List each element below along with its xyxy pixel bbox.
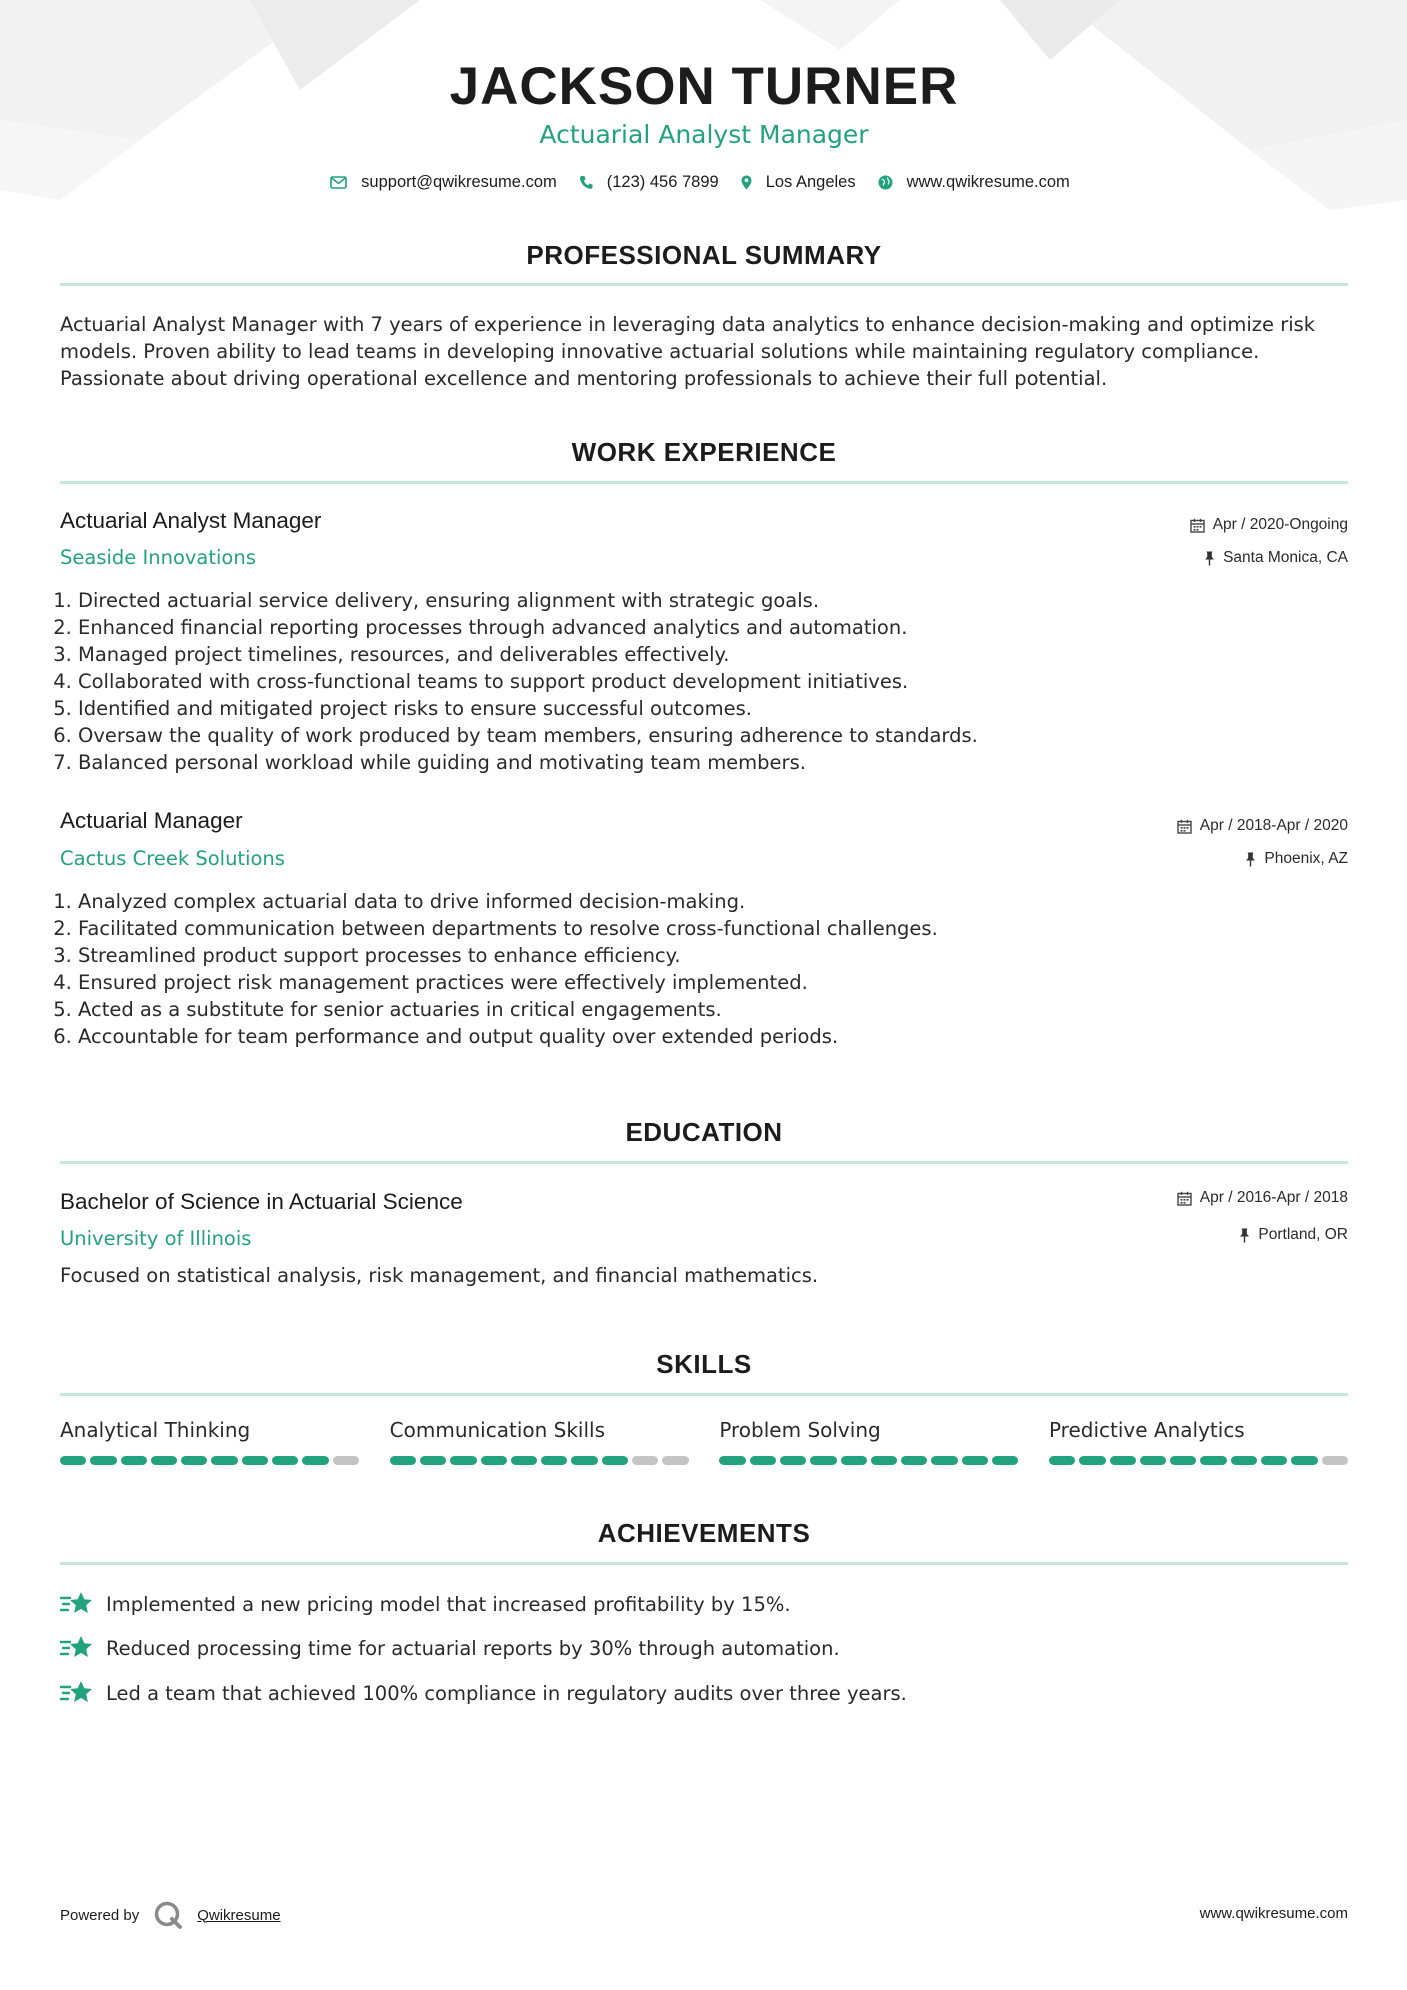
- skill-item: [390, 1418, 689, 1465]
- qwikresume-logo-icon: [153, 1900, 183, 1930]
- skill-segment-filled: [931, 1456, 957, 1465]
- list-item: 1. Directed actuarial service delivery, ensuring alignment with strategic goals.: [78, 587, 1318, 614]
- star-award-icon: [60, 1635, 94, 1661]
- section-divider: [60, 1562, 1348, 1565]
- contact-location-text: Los Angeles: [765, 173, 856, 191]
- map-pin-icon: [741, 175, 752, 190]
- skill-segment-filled: [1049, 1456, 1075, 1465]
- achievement-item: [60, 1680, 907, 1706]
- skill-segment-filled: [60, 1456, 86, 1465]
- skill-segment-filled: [481, 1456, 507, 1465]
- section-divider: [60, 283, 1348, 286]
- star-award-icon: [60, 1591, 94, 1617]
- skill-level-bar: [719, 1456, 1018, 1465]
- skill-segment-filled: [750, 1456, 776, 1465]
- contact-website[interactable]: [878, 173, 1070, 192]
- skill-segment-filled: [719, 1456, 745, 1465]
- contact-email-text: support@qwikresume.com: [361, 173, 557, 191]
- skill-name: Analytical Thinking: [60, 1418, 251, 1442]
- list-item: 6. Oversaw the quality of work produced by team members, ensuring adherence to standards.: [78, 722, 1318, 749]
- skill-segment-filled: [541, 1456, 567, 1465]
- skill-segment-filled: [302, 1456, 328, 1465]
- candidate-title: Actuarial Analyst Manager: [539, 120, 869, 149]
- skill-segment-filled: [151, 1456, 177, 1465]
- summary-heading: PROFESSIONAL SUMMARY: [526, 240, 882, 270]
- job-title: Actuarial Analyst Manager: [60, 508, 322, 533]
- job-title: Actuarial Manager: [60, 808, 243, 833]
- contact-bar: [60, 173, 1348, 192]
- job-dates: [1177, 817, 1348, 835]
- list-item: 4. Collaborated with cross-functional teams to support product development initiatives.: [78, 668, 1318, 695]
- skill-segment-filled: [121, 1456, 147, 1465]
- skill-segment-filled: [571, 1456, 597, 1465]
- skill-name: Communication Skills: [389, 1418, 606, 1442]
- achievements-heading: ACHIEVEMENTS: [597, 1518, 811, 1548]
- achievement-text: Implemented a new pricing model that increased profitability by 15%.: [106, 1592, 791, 1616]
- pushpin-icon: [1245, 852, 1256, 867]
- calendar-icon: [1177, 819, 1192, 834]
- achievement-text: Reduced processing time for actuarial reports by 30% through automation.: [106, 1636, 840, 1660]
- qwikresume-link[interactable]: Qwikresume: [197, 1906, 281, 1924]
- skill-segment-filled: [390, 1456, 416, 1465]
- skills-heading: SKILLS: [656, 1349, 752, 1379]
- education-dates-text: Apr / 2016-Apr / 2018: [1199, 1189, 1348, 1206]
- skill-item: [1049, 1418, 1348, 1465]
- education-description: Focused on statistical analysis, risk management, and financial mathematics.: [60, 1264, 819, 1287]
- contact-phone-text: (123) 456 7899: [606, 173, 719, 191]
- skill-segment-filled: [1079, 1456, 1105, 1465]
- skill-segment-empty: [632, 1456, 658, 1465]
- skill-segment-filled: [90, 1456, 116, 1465]
- job-dates-text: Apr / 2018-Apr / 2020: [1199, 817, 1348, 834]
- skill-item: [60, 1418, 359, 1465]
- contact-location: [741, 173, 856, 192]
- globe-icon: [878, 175, 893, 190]
- footer-powered-by: [60, 1900, 281, 1930]
- list-item: 3. Managed project timelines, resources, and deliverables effectively.: [78, 641, 1318, 668]
- skill-segment-filled: [602, 1456, 628, 1465]
- candidate-name: JACKSON TURNER: [449, 57, 959, 116]
- section-divider: [60, 1161, 1348, 1164]
- education-heading: EDUCATION: [625, 1117, 783, 1147]
- skill-segment-filled: [1140, 1456, 1166, 1465]
- list-item: 4. Ensured project risk management practices were effectively implemented.: [78, 969, 1318, 996]
- list-item: 3. Streamlined product support processes to enhance efficiency.: [78, 942, 1318, 969]
- skill-segment-filled: [1291, 1456, 1317, 1465]
- skill-level-bar: [390, 1456, 689, 1465]
- company-name: Cactus Creek Solutions: [60, 847, 285, 870]
- list-item: 7. Balanced personal workload while guiding and motivating team members.: [78, 749, 1318, 776]
- skill-segment-filled: [1170, 1456, 1196, 1465]
- job-location-text: Santa Monica, CA: [1223, 549, 1348, 566]
- skill-level-bar: [1049, 1456, 1348, 1465]
- skill-segment-filled: [1200, 1456, 1226, 1465]
- job-location: [1204, 549, 1348, 567]
- list-item: 1. Analyzed complex actuarial data to drive informed decision-making.: [78, 888, 1318, 915]
- school-name: University of Illinois: [60, 1227, 252, 1250]
- skill-segment-filled: [992, 1456, 1018, 1465]
- skill-segment-empty: [1322, 1456, 1348, 1465]
- skill-segment-filled: [1231, 1456, 1257, 1465]
- skill-segment-filled: [810, 1456, 836, 1465]
- skill-item: [719, 1418, 1018, 1465]
- education-dates: [1177, 1189, 1348, 1207]
- skill-segment-filled: [841, 1456, 867, 1465]
- envelope-icon: [330, 176, 347, 189]
- contact-phone[interactable]: [579, 173, 719, 192]
- footer-website[interactable]: www.qwikresume.com: [1199, 1905, 1348, 1922]
- experience-heading: WORK EXPERIENCE: [571, 437, 837, 467]
- job-dates-text: Apr / 2020-Ongoing: [1212, 516, 1348, 533]
- education-location: [1239, 1226, 1348, 1244]
- phone-icon: [579, 175, 593, 190]
- calendar-icon: [1177, 1191, 1192, 1206]
- list-item: 2. Enhanced financial reporting processes through advanced analytics and automation.: [78, 614, 1318, 641]
- skill-segment-filled: [871, 1456, 897, 1465]
- star-award-icon: [60, 1680, 94, 1706]
- contact-email[interactable]: [330, 173, 557, 192]
- skill-segment-filled: [901, 1456, 927, 1465]
- skill-segment-empty: [333, 1456, 359, 1465]
- skill-level-bar: [60, 1456, 359, 1465]
- skill-segment-filled: [181, 1456, 207, 1465]
- degree-title: Bachelor of Science in Actuarial Science: [60, 1189, 463, 1214]
- contact-website-text: www.qwikresume.com: [906, 173, 1070, 191]
- achievement-item: [60, 1591, 791, 1617]
- skill-name: Predictive Analytics: [1048, 1418, 1245, 1442]
- skill-segment-empty: [662, 1456, 688, 1465]
- skill-segment-filled: [420, 1456, 446, 1465]
- skill-segment-filled: [780, 1456, 806, 1465]
- list-item: 6. Accountable for team performance and output quality over extended periods.: [78, 1023, 1318, 1050]
- education-location-text: Portland, OR: [1258, 1226, 1348, 1243]
- job-location-text: Phoenix, AZ: [1264, 850, 1348, 867]
- achievement-item: [60, 1635, 840, 1661]
- skill-segment-filled: [272, 1456, 298, 1465]
- list-item: 5. Acted as a substitute for senior actuaries in critical engagements.: [78, 996, 1318, 1023]
- job-responsibilities: [60, 888, 1318, 1050]
- skill-segment-filled: [511, 1456, 537, 1465]
- summary-text: Actuarial Analyst Manager with 7 years of experience in leveraging data analytics to enhance decision-making and optimize risk models. Proven ability to lead teams in developing innovative actuarial solutions while maintaining regulatory compliance. Passionate about driving operational excellence and mentoring professionals to achieve their full potential.: [60, 313, 1316, 390]
- job-responsibilities: [60, 587, 1318, 776]
- skill-name: Problem Solving: [719, 1418, 881, 1442]
- section-divider: [60, 481, 1348, 484]
- powered-by-label: Powered by: [60, 1906, 140, 1924]
- skill-segment-filled: [211, 1456, 237, 1465]
- skill-segment-filled: [962, 1456, 988, 1465]
- pushpin-icon: [1204, 551, 1215, 566]
- list-item: 5. Identified and mitigated project risks to ensure successful outcomes.: [78, 695, 1318, 722]
- skill-segment-filled: [1261, 1456, 1287, 1465]
- company-name: Seaside Innovations: [60, 546, 256, 569]
- section-divider: [60, 1393, 1348, 1396]
- job-dates: [1190, 516, 1348, 534]
- achievement-text: Led a team that achieved 100% compliance in regulatory audits over three years.: [106, 1681, 907, 1705]
- pushpin-icon: [1239, 1228, 1250, 1243]
- calendar-icon: [1190, 518, 1205, 533]
- skills-list: [60, 1418, 1348, 1465]
- job-location: [1245, 850, 1348, 868]
- list-item: 2. Facilitated communication between departments to resolve cross-functional challenges.: [78, 915, 1318, 942]
- skill-segment-filled: [1110, 1456, 1136, 1465]
- skill-segment-filled: [242, 1456, 268, 1465]
- skill-segment-filled: [450, 1456, 476, 1465]
